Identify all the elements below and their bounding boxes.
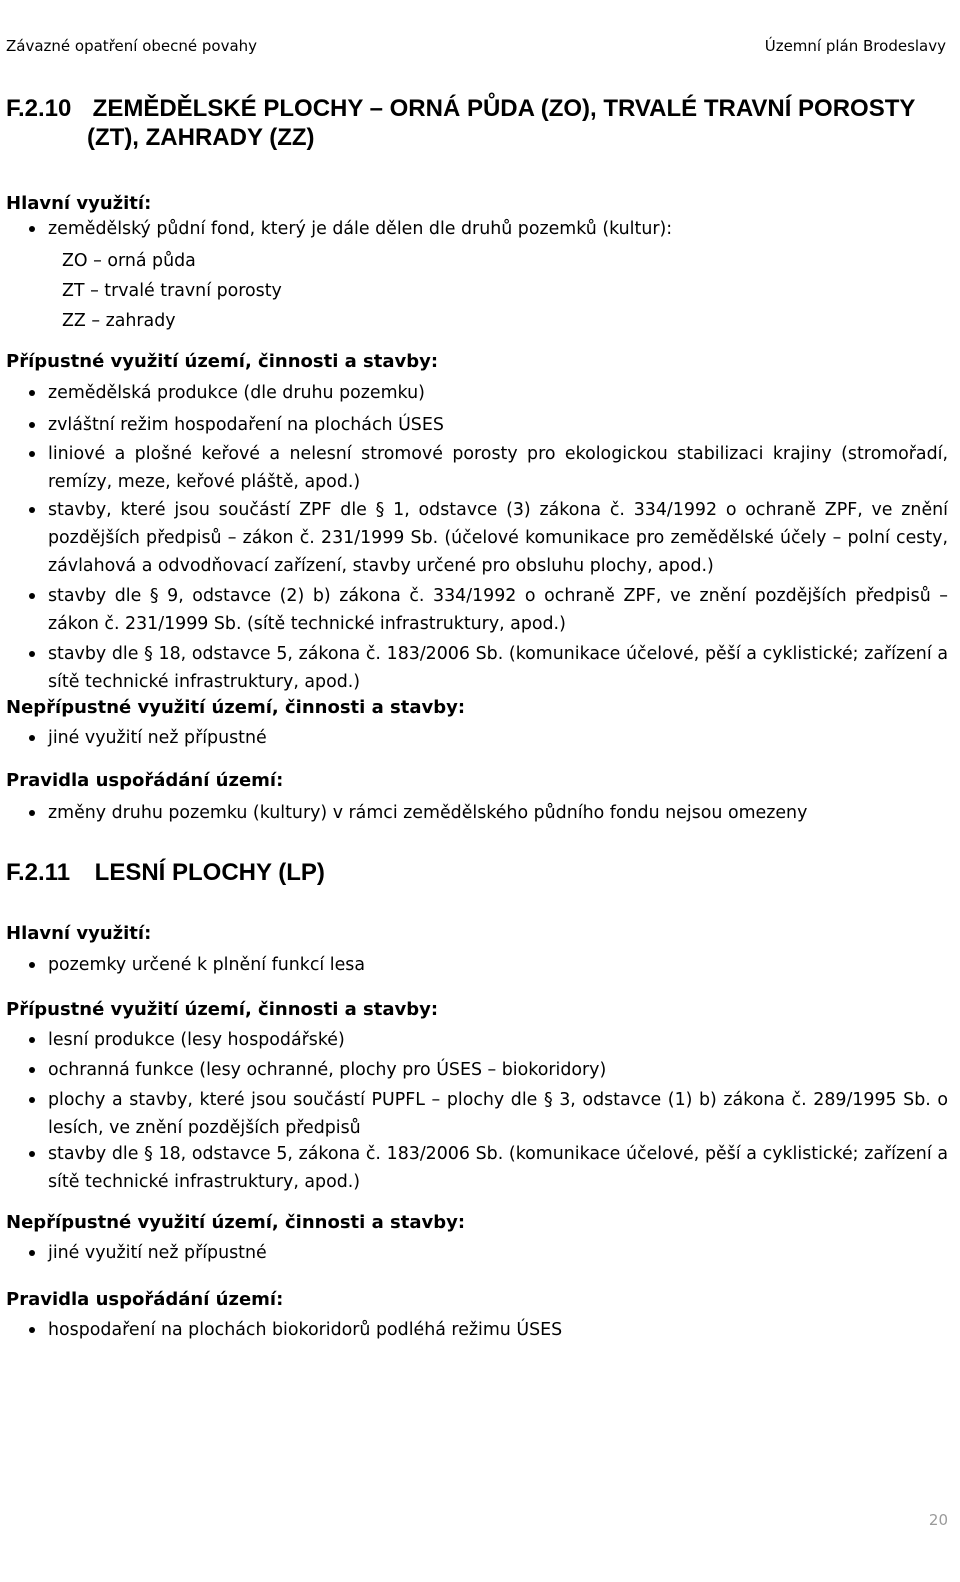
list-item: zemědělská produkce (dle druhu pozemku) [48,379,948,407]
bullet-icon [29,651,35,657]
main-use-heading: Hlavní využití: [6,923,152,944]
section-title-line1: ZEMĚDĚLSKÉ PLOCHY – ORNÁ PŮDA (ZO), TRVALÉ TRAVNÍ POROSTY [92,95,916,122]
section-number: F.2.11 [6,859,71,886]
bullet-icon [29,735,35,741]
section-number: F.2.10 [6,95,72,122]
list-item: stavby dle § 18, odstavce 5, zákona č. 183/2006 Sb. (komunikace účelové, pěší a cyklistické; zařízení a sítě technické infrastruktury, apod.) [48,640,948,696]
bullet-icon [29,1067,35,1073]
rules-heading: Pravidla uspořádání území: [6,1289,284,1310]
list-item: liniové a plošné keřové a nelesní stromové porosty pro ekologickou stabilizaci krajiny (stromořadí, remízy, meze, keřové pláště, apod.) [48,440,948,496]
list-item: zemědělský půdní fond, který je dále dělen dle druhů pozemků (kultur): [48,215,948,243]
bullet-icon [29,810,35,816]
bullet-icon [29,422,35,428]
list-item: jiné využití než přípustné [48,724,948,752]
list-item: ochranná funkce (lesy ochranné, plochy pro ÚSES – biokoridory) [48,1056,948,1084]
list-item: stavby dle § 18, odstavce 5, zákona č. 183/2006 Sb. (komunikace účelové, pěší a cyklistické; zařízení a sítě technické infrastruktury, apod.) [48,1140,948,1196]
main-use-heading: Hlavní využití: [6,193,152,214]
list-item: lesní produkce (lesy hospodářské) [48,1026,948,1054]
section-title-text: LESNÍ PLOCHY (LP) [94,859,325,886]
bullet-icon [29,507,35,513]
page-number: 20 [928,1511,948,1529]
bullet-icon [29,593,35,599]
section-title-f211 [6,858,956,888]
list-item: jiné využití než přípustné [48,1239,948,1267]
list-item: stavby dle § 9, odstavce (2) b) zákona č. 334/1992 o ochraně ZPF, ve znění pozdějších předpisů – zákon č. 231/1999 Sb. (sítě technické infrastruktury, apod.) [48,582,948,638]
bullet-icon [29,1151,35,1157]
bullet-icon [29,390,35,396]
bullet-icon [29,1250,35,1256]
list-item: stavby, které jsou součástí ZPF dle § 1, odstavce (3) zákona č. 334/1992 o ochraně ZPF, ve znění pozdějších předpisů – zákon č. 231/1999 Sb. (účelové komunikace pro zemědělské účely – polní cesty, závlahová a odvodňovací zařízení, stavby určené pro obsluhu plochy, apod.) [48,496,948,580]
permissible-heading: Přípustné využití území, činnosti a stavby: [6,351,439,372]
permissible-heading: Přípustné využití území, činnosti a stavby: [6,999,439,1020]
list-item: plochy a stavby, které jsou součástí PUPFL – plochy dle § 3, odstavce (1) b) zákona č. 289/1995 Sb. o lesích, ve znění pozdějších předpisů [48,1086,948,1142]
bullet-icon [29,1327,35,1333]
section-title-line2: (ZT), ZAHRADY (ZZ) [87,124,315,151]
sub-item: ZO – orná půda [62,251,196,271]
impermissible-heading: Nepřípustné využití území, činnosti a stavby: [6,697,466,718]
impermissible-heading: Nepřípustné využití území, činnosti a stavby: [6,1212,466,1233]
header-right: Územní plán Brodeslavy [764,37,946,55]
list-item: zvláštní režim hospodaření na plochách ÚSES [48,411,948,439]
bullet-icon [29,962,35,968]
list-item: pozemky určené k plnění funkcí lesa [48,951,948,979]
bullet-icon [29,1097,35,1103]
section-title-f210 [6,94,956,124]
sub-item: ZZ – zahrady [62,311,176,331]
bullet-icon [29,451,35,457]
bullet-icon [29,226,35,232]
rules-heading: Pravidla uspořádání území: [6,770,284,791]
sub-item: ZT – trvalé travní porosty [62,281,282,301]
list-item: hospodaření na plochách biokoridorů podléhá režimu ÚSES [48,1316,948,1344]
header-left: Závazné opatření obecné povahy [6,37,258,55]
list-item: změny druhu pozemku (kultury) v rámci zemědělského půdního fondu nejsou omezeny [48,799,948,827]
bullet-icon [29,1037,35,1043]
